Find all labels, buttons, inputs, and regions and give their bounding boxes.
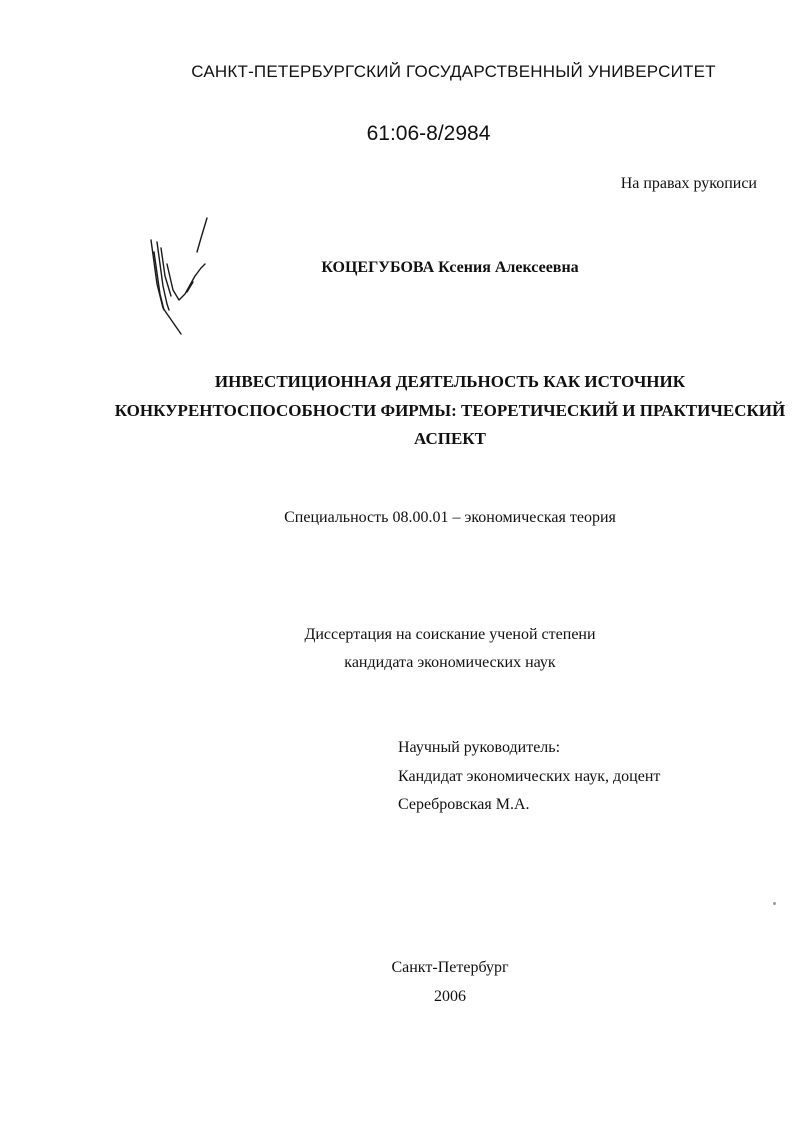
supervisor-block xyxy=(398,734,660,820)
purpose-line: Диссертация на соискание ученой степени xyxy=(304,626,596,643)
author-name xyxy=(0,259,797,277)
dissertation-title xyxy=(80,368,797,454)
title-line: КОНКУРЕНТОСПОСОБНОСТИ ФИРМЫ: ТЕОРЕТИЧЕСКИЙ И ПРАКТИЧЕСКИЙ xyxy=(114,400,786,420)
city: Санкт-Петербург xyxy=(391,959,509,976)
supervisor-name: Серебровская М.А. xyxy=(398,796,530,813)
purpose-line: кандидата экономических наук xyxy=(344,654,556,671)
author-surname: КОЦЕГУБОВА xyxy=(321,259,435,276)
handwritten-signature xyxy=(143,212,223,342)
supervisor-degree: Кандидат экономических наук, доцент xyxy=(398,767,661,785)
supervisor-label: Научный руководитель: xyxy=(398,739,561,756)
author-given-names: Ксения Алексеевна xyxy=(438,259,579,276)
university-name: САНКТ-ПЕТЕРБУРГСКИЙ ГОСУДАРСТВЕННЫЙ УНИВЕРСИТЕТ xyxy=(191,62,716,81)
scan-speck xyxy=(773,902,776,905)
degree-purpose xyxy=(0,621,797,677)
manuscript-rights-note: На правах рукописи xyxy=(620,175,757,192)
speciality: Специальность 08.00.01 – экономическая теория xyxy=(284,509,616,526)
title-line: АСПЕКТ xyxy=(414,429,486,448)
year: 2006 xyxy=(434,988,466,1005)
catalog-number: 61:06-8/2984 xyxy=(366,122,491,145)
title-line: ИНВЕСТИЦИОННАЯ ДЕЯТЕЛЬНОСТЬ КАК ИСТОЧНИК xyxy=(214,372,686,391)
